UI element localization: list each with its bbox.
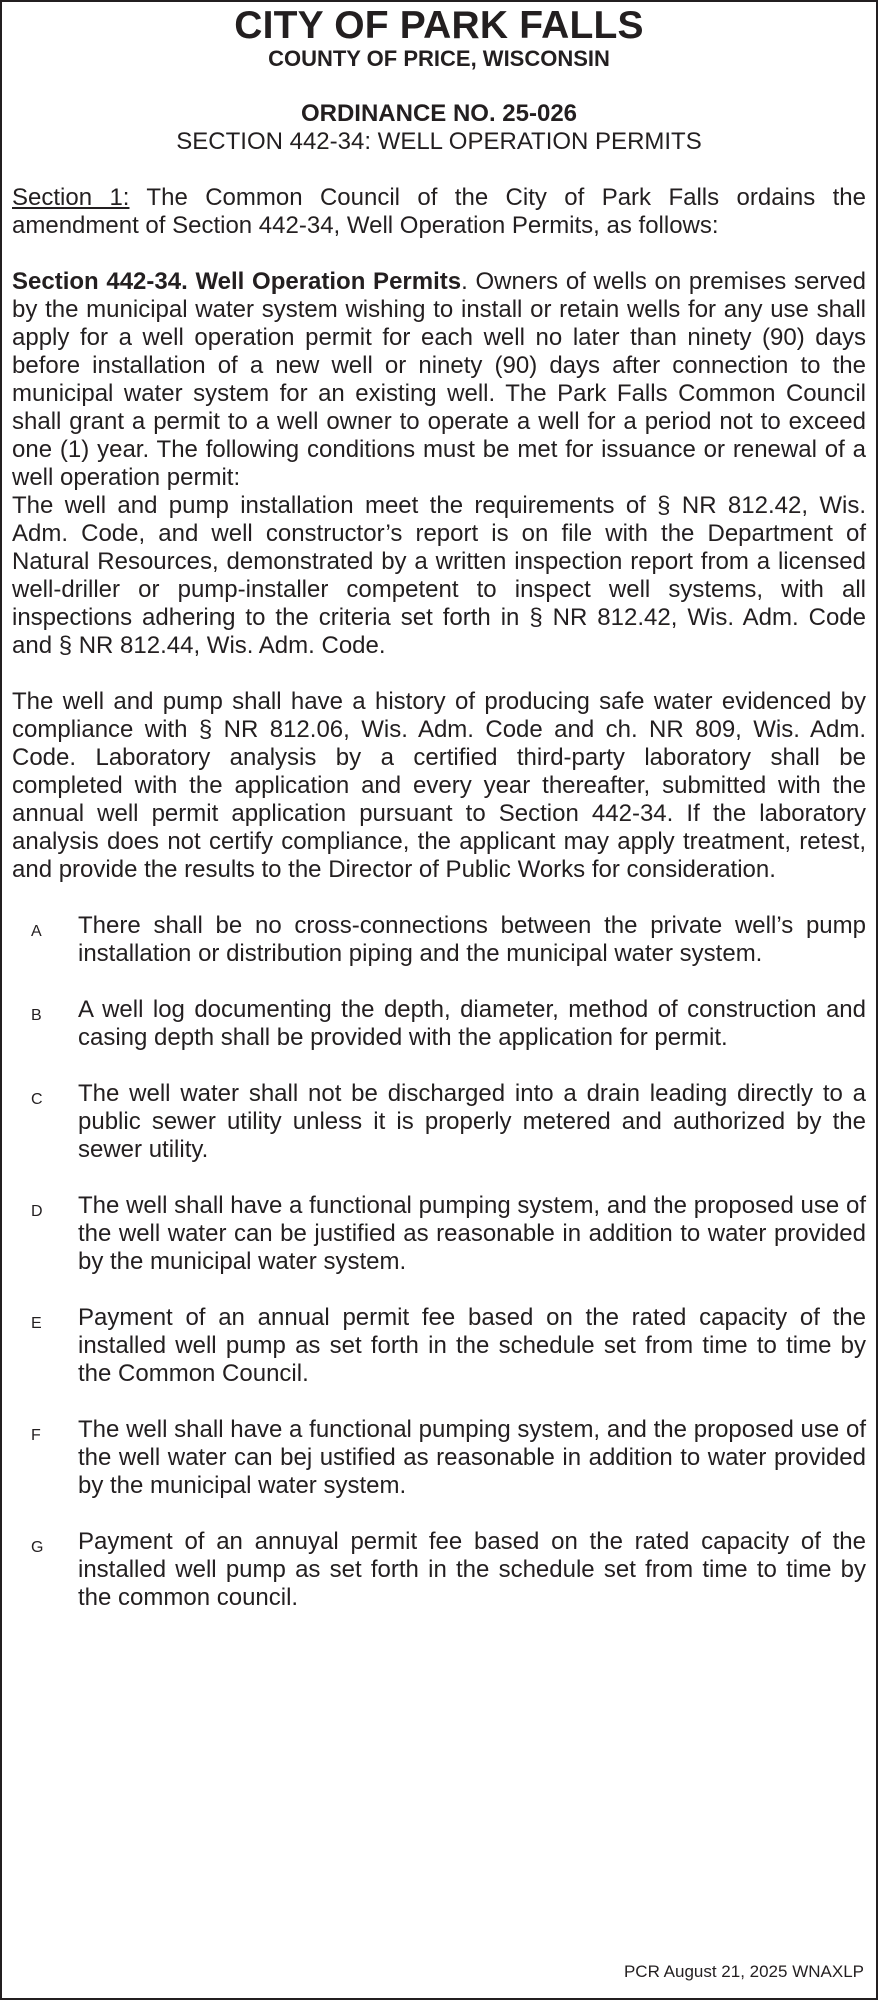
list-item-text: The well shall have a functional pumping system, and the proposed use of the well water can be justified as reasonable in addition to water provided by the municipal water system.	[78, 1192, 866, 1275]
section-442-34-heading: Section 442-34. Well Operation Permits	[12, 268, 462, 295]
list-item-letter: E	[31, 1315, 42, 1332]
section-442-34-intro	[12, 268, 866, 492]
list-item	[12, 1528, 866, 1612]
list-item-letter: C	[31, 1091, 43, 1108]
list-item-letter: D	[31, 1203, 43, 1220]
list-item-letter: F	[31, 1427, 41, 1444]
list-item	[12, 1192, 866, 1276]
spacer	[12, 240, 866, 268]
section1-label: Section 1:	[12, 184, 130, 211]
section1-text: The Common Council of the City of Park Falls ordains the amendment of Section 442-34, Well Operation Permits, as follows:	[12, 184, 866, 239]
list-item	[12, 912, 866, 968]
installation-requirements-paragraph: The well and pump installation meet the requirements of § NR 812.42, Wis. Adm. Code, and well constructor’s report is on file with the Department of Natural Resources, demonstrated by a written inspection report from a licensed well-driller or pump-installer competent to inspect well systems, with all inspections adhering to the criteria set forth in § NR 812.42, Wis. Adm. Code and § NR 812.44, Wis. Adm. Code.	[12, 492, 866, 659]
county-subtitle: COUNTY OF PRICE, WISCONSIN	[268, 46, 610, 71]
ordinance-body	[2, 184, 876, 1612]
list-item	[12, 1304, 866, 1388]
list-item-text: The well water shall not be discharged into a drain leading directly to a public sewer utility unless it is properly metered and authorized by the sewer utility.	[78, 1080, 866, 1163]
safe-water-paragraph: The well and pump shall have a history of producing safe water evidenced by compliance with § NR 812.06, Wis. Adm. Code and ch. NR 809, Wis. Adm. Code. Laboratory analysis by a certified third-party laboratory shall be completed with the application and every year thereafter, submitted with the annual well permit application pursuant to Section 442-34. If the laboratory analysis does not certify compliance, the applicant may apply treatment, retest, and provide the results to the Director of Public Works for consideration.	[12, 688, 866, 883]
conditions-list	[12, 912, 866, 1612]
city-title: CITY OF PARK FALLS	[234, 4, 644, 47]
section-title: SECTION 442-34: WELL OPERATION PERMITS	[176, 128, 702, 155]
list-item-letter: B	[31, 1007, 42, 1024]
list-item-text: The well shall have a functional pumping system, and the proposed use of the well water can bej ustified as reasonable in addition to water provided by the municipal water system.	[78, 1416, 866, 1499]
notice-header	[2, 2, 876, 156]
list-item	[12, 1416, 866, 1500]
list-item-text: Payment of an annual permit fee based on the rated capacity of the installed well pump as set forth in the schedule set from time to time by the Common Council.	[78, 1304, 866, 1387]
list-item-text: A well log documenting the depth, diameter, method of construction and casing depth shall be provided with the application for permit.	[78, 996, 866, 1051]
spacer	[12, 884, 866, 912]
section1-paragraph	[12, 184, 866, 240]
publication-footer: PCR August 21, 2025 WNAXLP	[623, 1962, 864, 1981]
list-item-letter: G	[31, 1539, 44, 1556]
section-442-34-intro-text: . Owners of wells on premises served by the municipal water system wishing to install or retain wells for any use shall apply for a well operation permit for each well no later than ninety (90) days before installation of a new well or ninety (90) days after connection to the municipal water system for an existing well. The Park Falls Common Council shall grant a permit to a well owner to operate a well for a period not to exceed one (1) year. The following conditions must be met for issuance or renewal of a well operation permit:	[12, 268, 867, 491]
ordinance-number: ORDINANCE NO. 25-026	[300, 100, 578, 127]
list-item-text: Payment of an annuyal permit fee based on the rated capacity of the installed well pump as set forth in the schedule set from time to time by the common council.	[78, 1528, 866, 1611]
spacer	[12, 660, 866, 688]
list-item	[12, 1080, 866, 1164]
list-item-letter: A	[31, 923, 42, 940]
list-item	[12, 996, 866, 1052]
list-item-text: There shall be no cross-connections between the private well’s pump installation or distribution piping and the municipal water system.	[78, 912, 866, 967]
